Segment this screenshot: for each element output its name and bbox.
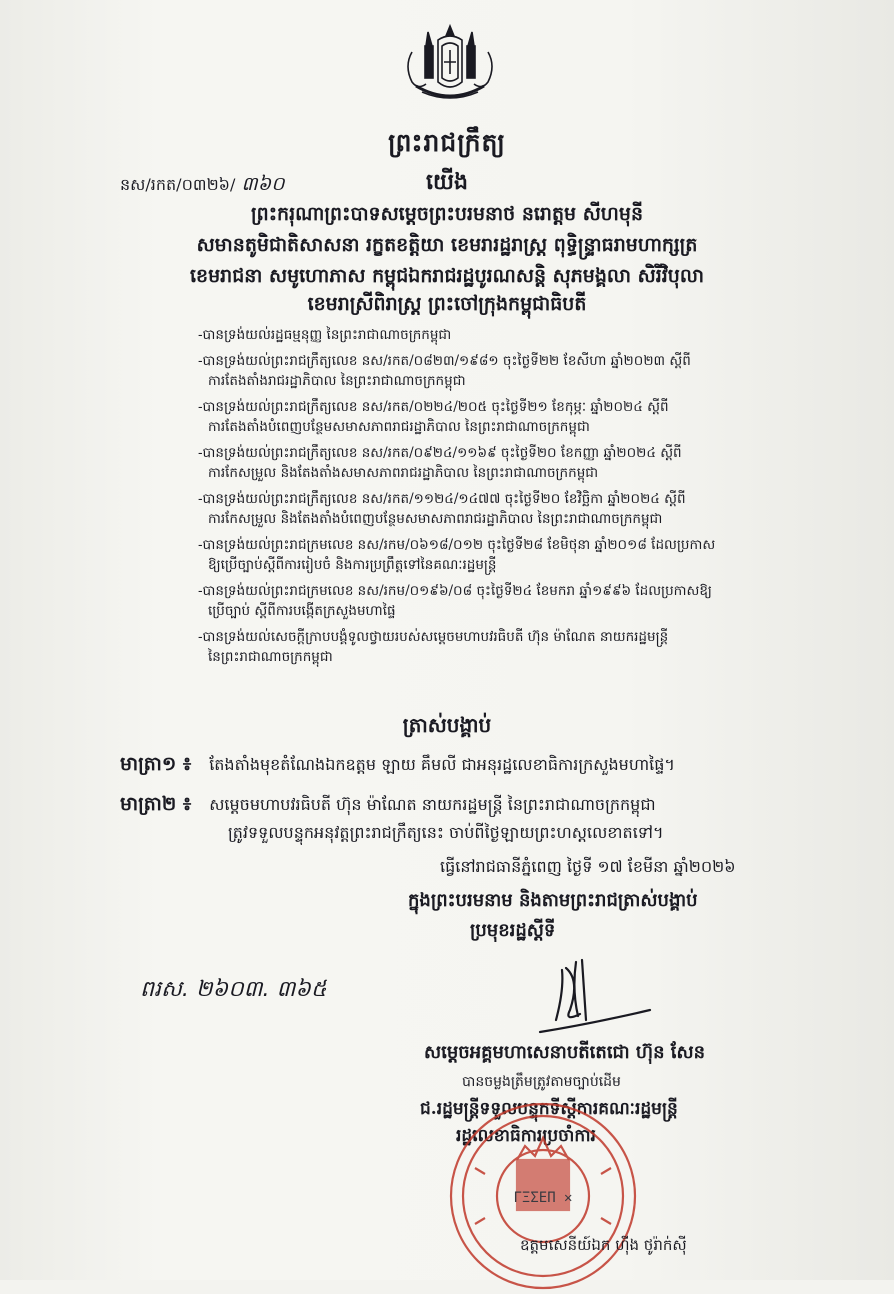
signatory-name: សម្តេចអគ្គមហាសេនាបតីតេជោ ហ៊ុន សែន bbox=[424, 1042, 706, 1063]
article-text: តែងតាំងមុខតំណែងឯកឧត្តម ឡាយ គឹមលី ជាអនុរដ្ឋលេខាធិការក្រសួងមហាផ្ទៃ។ bbox=[209, 755, 675, 774]
article-label: មាត្រា១ ៖ bbox=[120, 753, 192, 775]
citation-line: -បានទ្រង់យល់ព្រះរាជក្រឹត្យលេខ នស/រកត/០៩២៤/១១៦៩ ចុះថ្ងៃទី២០ ខែកញ្ញា ឆ្នាំ២០២៤ ស្តីពី bbox=[198, 445, 682, 461]
order-heading: ត្រាស់បង្គាប់ bbox=[402, 713, 492, 737]
acting-head-of-state: ប្រមុខរដ្ឋស្តីទី bbox=[470, 920, 556, 941]
royal-coat-of-arms-icon bbox=[398, 22, 502, 104]
citation-item bbox=[198, 489, 838, 529]
citation-line-continued: ប្រើច្បាប់ ស្តីពីការបង្កើតក្រសួងមហាផ្ទៃ bbox=[208, 603, 396, 619]
certified-copy-note: បានចម្លងត្រឹមត្រូវតាមច្បាប់ដើម bbox=[462, 1074, 621, 1090]
handwritten-registration-note: ពរស. ២៦០៣. ៣៦៥ bbox=[140, 977, 327, 1002]
royal-title-line-4: ខេមរាស្រីពិរាស្ត្រ ព្រះចៅក្រុងកម្ពុជាធិបតី bbox=[307, 293, 587, 315]
royal-title-line-1: ព្រះករុណាព្រះបាទសម្តេចព្រះបរមនាថ នរោត្តម សីហមុនី bbox=[250, 203, 644, 225]
citation-line: -បានទ្រង់យល់ព្រះរាជក្រឹត្យលេខ នស/រកត/០៨២៣/១៩៨១ ចុះថ្ងៃទី២២ ខែសីហា ឆ្នាំ២០២៣ ស្តីពី bbox=[198, 353, 691, 369]
citation-line: -បានទ្រង់យល់ព្រះរាជក្រមលេខ នស/រកម/០១៩៦/០៨ ចុះថ្ងៃទី២៤ ខែមករា ឆ្នាំ១៩៩៦ ដែលប្រកាសឱ្យ bbox=[198, 583, 712, 599]
certifier-name: ឧត្តមសេនីយ៍ឯក ហ៊ីង ថូរ៉ាក់ស៊ី bbox=[520, 1236, 687, 1254]
handwritten-signature-icon bbox=[520, 950, 660, 1040]
citation-item bbox=[198, 325, 838, 345]
citation-line-continued: ការតែងតាំងបំពេញបន្ថែមសមាសភាពរាជរដ្ឋាភិបាល នៃព្រះរាជាណាចក្រកម្ពុជា bbox=[208, 419, 590, 435]
citation-item bbox=[198, 535, 838, 575]
document-title: ព្រះរាជក្រឹត្យ bbox=[388, 128, 506, 157]
article-1 bbox=[120, 752, 675, 780]
place-and-date: ធ្វើនៅរាជធានីភ្នំពេញ ថ្ងៃទី ១៧ ខែមីនា ឆ្នាំ២០២៦ bbox=[440, 857, 736, 876]
citation-item bbox=[198, 397, 838, 437]
citation-item bbox=[198, 351, 838, 391]
royal-order-line: ក្នុងព្រះបរមនាម និងតាមព្រះរាជត្រាស់បង្គាប់ bbox=[408, 890, 698, 911]
article-2-continued: ត្រូវទទួលបន្ទុកអនុវត្តព្រះរាជក្រឹត្យនេះ ចាប់ពីថ្ងៃឡាយព្រះហស្តលេខាតទៅ។ bbox=[228, 823, 664, 842]
article-2 bbox=[120, 792, 656, 820]
citation-item bbox=[198, 627, 838, 667]
citation-line-continued: ឱ្យប្រើច្បាប់ស្តីពីការរៀបចំ និងការប្រព្រឹត្តទៅនៃគណៈរដ្ឋមន្ត្រី bbox=[208, 557, 497, 573]
citation-line: -បានទ្រង់យល់ព្រះរាជក្រឹត្យលេខ នស/រកត/០២២៤/២០៥ ចុះថ្ងៃទី២១ ខែកុម្ភៈ ឆ្នាំ២០២៤ ស្តីពី bbox=[198, 399, 669, 415]
citation-line: -បានទ្រង់យល់ព្រះរាជក្រឹត្យលេខ នស/រកត/១១២៤/១៤៧៧ ចុះថ្ងៃទី២០ ខែវិច្ឆិកា ឆ្នាំ២០២៤ ស្តីពី bbox=[198, 491, 686, 507]
citation-line: -បានទ្រង់យល់រដ្ឋធម្មនុញ្ញ នៃព្រះរាជាណាចក្រកម្ពុជា bbox=[198, 327, 452, 343]
citation-line: -បានទ្រង់យល់ព្រះរាជក្រមលេខ នស/រកម/០៦១៨/០១២ ចុះថ្ងៃទី២៨ ខែមិថុនា ឆ្នាំ២០១៨ ដែលប្រកាស bbox=[198, 537, 716, 553]
seal-handwritten-mark: ΓΞΣΕΠ ✕ bbox=[513, 1190, 573, 1206]
royal-title-line-2: សមានតូមិជាតិសាសនា រក្ខតខត្តិយា ខេមរារដ្ឋរាស្ត្រ ពុទ្ធិន្រ្ទាធរាមហាក្សត្រ bbox=[196, 234, 698, 256]
citation-line-continued: ការកែសម្រួល និងតែងតាំងបំពេញបន្ថែមសមាសភាពរាជរដ្ឋាភិបាល នៃព្រះរាជាណាចក្រកម្ពុជា bbox=[208, 511, 663, 527]
citation-item bbox=[198, 581, 838, 621]
we-heading: យើង bbox=[426, 169, 468, 195]
certifying-office: ជ.រដ្ឋមន្ត្រីទទួលបន្ទុកទីស្តីការគណៈរដ្ឋមន្ត្រី bbox=[420, 1099, 678, 1119]
official-seal-stamp-icon bbox=[445, 1098, 641, 1294]
article-text: សម្តេចមហាបវរធិបតី ហ៊ុន ម៉ាណែត នាយករដ្ឋមន្ត្រី នៃព្រះរាជាណាចក្រកម្ពុជា bbox=[209, 795, 656, 814]
reference-handwritten-number: ៣៦០ bbox=[241, 173, 285, 195]
certifying-title: រដ្ឋលេខាធិការប្រចាំការ bbox=[456, 1126, 596, 1146]
royal-title-line-3: ខេមរាជនា សមូហោភាស កម្ពុជឯករាជរដ្ឋបូរណសន្តិ សុភមង្គលា សិរីវិបុលា bbox=[190, 265, 704, 287]
citation-item bbox=[198, 443, 838, 483]
citation-line: -បានទ្រង់យល់សេចក្តីក្រាបបង្គំទូលថ្វាយរបស់សម្តេចមហាបវរធិបតី ហ៊ុន ម៉ាណែត នាយករដ្ឋមន្ត្រី bbox=[198, 629, 669, 645]
citation-line-continued: ការកែសម្រួល និងតែងតាំងសមាសភាពរាជរដ្ឋាភិបាល នៃព្រះរាជាណាចក្រកម្ពុជា bbox=[208, 465, 599, 481]
citations-list bbox=[198, 325, 838, 673]
citation-line-continued: នៃព្រះរាជាណាចក្រកម្ពុជា bbox=[208, 649, 333, 665]
article-label: មាត្រា២ ៖ bbox=[120, 793, 192, 815]
citation-line-continued: ការតែងតាំងរាជរដ្ឋាភិបាល នៃព្រះរាជាណាចក្រកម្ពុជា bbox=[208, 373, 466, 389]
reference-prefix: នស/រកត/០៣២៦/ bbox=[120, 175, 236, 194]
